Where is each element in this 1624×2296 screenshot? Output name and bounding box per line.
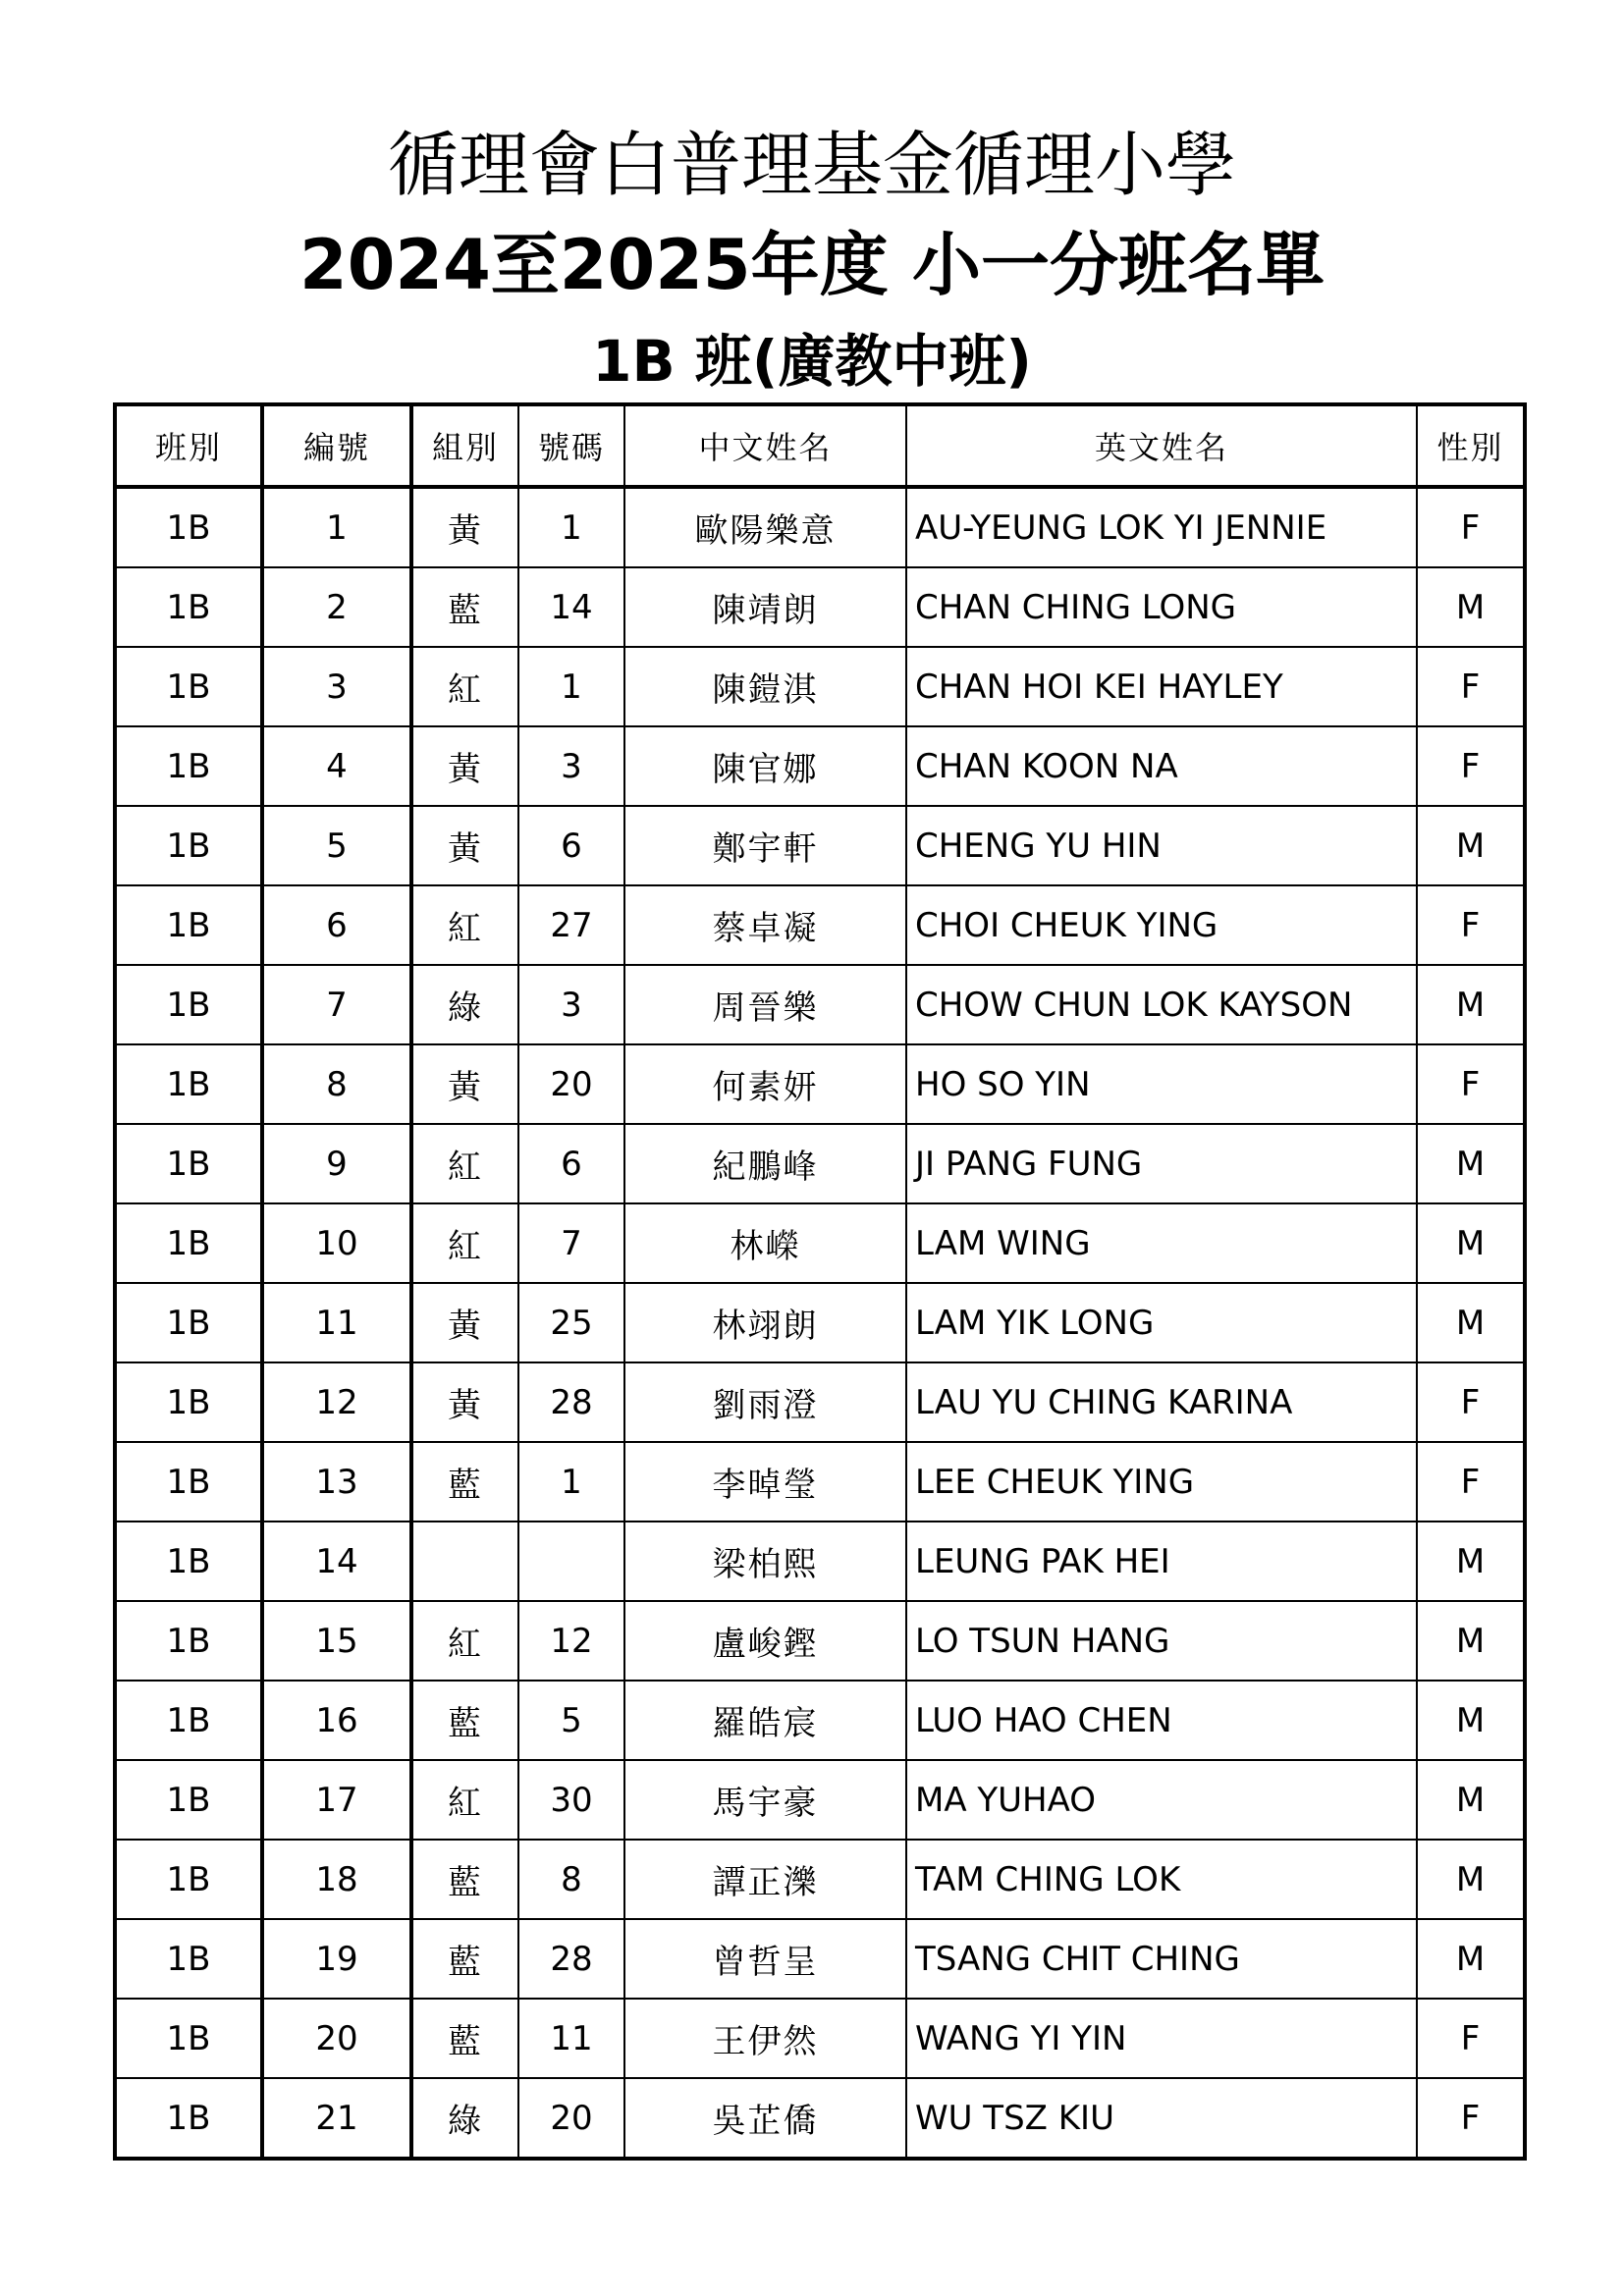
- table-row: [115, 1601, 1525, 1681]
- cell-class: 1B: [115, 487, 262, 567]
- cell-sex: F: [1417, 1044, 1525, 1124]
- cell-english-name: TAM CHING LOK: [906, 1840, 1417, 1919]
- cell-number: 5: [262, 806, 411, 885]
- cell-group: 藍: [411, 1919, 518, 1999]
- cell-group-number: 30: [518, 1760, 624, 1840]
- table-row: [115, 1840, 1525, 1919]
- cell-class: 1B: [115, 1522, 262, 1601]
- cell-chinese-name: 周晉樂: [624, 965, 906, 1044]
- school-name: 循理會白普理基金循理小學: [387, 124, 1236, 206]
- cell-chinese-name: 陳鎧淇: [624, 647, 906, 726]
- cell-chinese-name: 梁柏熙: [624, 1522, 906, 1601]
- cell-sex: M: [1417, 1124, 1525, 1203]
- cell-english-name: AU-YEUNG LOK YI JENNIE: [906, 487, 1417, 567]
- cell-group-number: 1: [518, 1442, 624, 1522]
- cell-group: 紅: [411, 1760, 518, 1840]
- cell-group-number: 3: [518, 726, 624, 806]
- cell-number: 12: [262, 1362, 411, 1442]
- cell-english-name: TSANG CHIT CHING: [906, 1919, 1417, 1999]
- table-row: [115, 647, 1525, 726]
- cell-number: 8: [262, 1044, 411, 1124]
- cell-number: 6: [262, 885, 411, 965]
- header-group-number: 號碼: [518, 404, 624, 487]
- cell-english-name: CHAN KOON NA: [906, 726, 1417, 806]
- cell-chinese-name: 李晫瑩: [624, 1442, 906, 1522]
- cell-chinese-name: 蔡卓凝: [624, 885, 906, 965]
- cell-class: 1B: [115, 1203, 262, 1283]
- cell-class: 1B: [115, 1681, 262, 1760]
- year-title: 2024至2025年度 小一分班名單: [298, 225, 1326, 305]
- cell-number: 16: [262, 1681, 411, 1760]
- cell-group: 黃: [411, 1362, 518, 1442]
- cell-group-number: 11: [518, 1999, 624, 2078]
- cell-english-name: CHENG YU HIN: [906, 806, 1417, 885]
- header-number: 編號: [262, 404, 411, 487]
- table-row: [115, 1442, 1525, 1522]
- cell-group-number: 5: [518, 1681, 624, 1760]
- cell-group: 紅: [411, 1203, 518, 1283]
- cell-group-number: 28: [518, 1362, 624, 1442]
- cell-sex: M: [1417, 567, 1525, 647]
- table-row: [115, 1999, 1525, 2078]
- cell-group: 紅: [411, 1601, 518, 1681]
- cell-group-number: 6: [518, 806, 624, 885]
- cell-english-name: CHOW CHUN LOK KAYSON: [906, 965, 1417, 1044]
- cell-english-name: LO TSUN HANG: [906, 1601, 1417, 1681]
- table-row: [115, 1362, 1525, 1442]
- cell-english-name: CHOI CHEUK YING: [906, 885, 1417, 965]
- table-row: [115, 1522, 1525, 1601]
- cell-sex: M: [1417, 1283, 1525, 1362]
- cell-sex: F: [1417, 1362, 1525, 1442]
- table-row: [115, 487, 1525, 567]
- table-row: [115, 726, 1525, 806]
- cell-class: 1B: [115, 1601, 262, 1681]
- cell-group: 藍: [411, 1999, 518, 2078]
- cell-group-number: 25: [518, 1283, 624, 1362]
- cell-class: 1B: [115, 1919, 262, 1999]
- cell-english-name: CHAN CHING LONG: [906, 567, 1417, 647]
- cell-group-number: 20: [518, 2078, 624, 2159]
- cell-sex: F: [1417, 885, 1525, 965]
- cell-number: 3: [262, 647, 411, 726]
- cell-group: 綠: [411, 2078, 518, 2159]
- table-row: [115, 806, 1525, 885]
- cell-group: 紅: [411, 885, 518, 965]
- table-row: [115, 1124, 1525, 1203]
- cell-chinese-name: 馬宇豪: [624, 1760, 906, 1840]
- cell-group-number: 27: [518, 885, 624, 965]
- header-sex: 性別: [1417, 404, 1525, 487]
- header-row: [115, 404, 1525, 487]
- cell-chinese-name: 紀鵬峰: [624, 1124, 906, 1203]
- cell-sex: F: [1417, 2078, 1525, 2159]
- cell-english-name: LEUNG PAK HEI: [906, 1522, 1417, 1601]
- cell-sex: F: [1417, 1999, 1525, 2078]
- cell-number: 11: [262, 1283, 411, 1362]
- cell-class: 1B: [115, 1999, 262, 2078]
- table-row: [115, 1203, 1525, 1283]
- table-row: [115, 885, 1525, 965]
- cell-group: 黃: [411, 726, 518, 806]
- table-row: [115, 2078, 1525, 2159]
- cell-english-name: LUO HAO CHEN: [906, 1681, 1417, 1760]
- cell-class: 1B: [115, 567, 262, 647]
- cell-chinese-name: 陳官娜: [624, 726, 906, 806]
- cell-sex: M: [1417, 965, 1525, 1044]
- cell-chinese-name: 歐陽樂意: [624, 487, 906, 567]
- cell-number: 13: [262, 1442, 411, 1522]
- cell-group: 藍: [411, 1840, 518, 1919]
- header-class: 班別: [115, 404, 262, 487]
- cell-chinese-name: 羅皓宸: [624, 1681, 906, 1760]
- cell-group: 綠: [411, 965, 518, 1044]
- cell-group-number: 28: [518, 1919, 624, 1999]
- table-row: [115, 1283, 1525, 1362]
- cell-group-number: 7: [518, 1203, 624, 1283]
- cell-group: 黃: [411, 487, 518, 567]
- cell-group-number: 8: [518, 1840, 624, 1919]
- cell-group-number: 6: [518, 1124, 624, 1203]
- cell-number: 10: [262, 1203, 411, 1283]
- cell-group: 紅: [411, 647, 518, 726]
- cell-chinese-name: 吳芷僑: [624, 2078, 906, 2159]
- header-group: 組別: [411, 404, 518, 487]
- cell-class: 1B: [115, 1840, 262, 1919]
- table-row: [115, 965, 1525, 1044]
- cell-number: 21: [262, 2078, 411, 2159]
- cell-group: 黃: [411, 1044, 518, 1124]
- cell-chinese-name: 林翊朗: [624, 1283, 906, 1362]
- cell-sex: M: [1417, 806, 1525, 885]
- cell-number: 2: [262, 567, 411, 647]
- cell-english-name: CHAN HOI KEI HAYLEY: [906, 647, 1417, 726]
- cell-group-number: 12: [518, 1601, 624, 1681]
- cell-number: 18: [262, 1840, 411, 1919]
- cell-english-name: LAM YIK LONG: [906, 1283, 1417, 1362]
- cell-class: 1B: [115, 726, 262, 806]
- cell-number: 19: [262, 1919, 411, 1999]
- cell-group-number: 1: [518, 487, 624, 567]
- cell-chinese-name: 譚正濼: [624, 1840, 906, 1919]
- cell-chinese-name: 何素妍: [624, 1044, 906, 1124]
- cell-group: 藍: [411, 567, 518, 647]
- cell-class: 1B: [115, 2078, 262, 2159]
- cell-english-name: MA YUHAO: [906, 1760, 1417, 1840]
- cell-english-name: JI PANG FUNG: [906, 1124, 1417, 1203]
- cell-group: 紅: [411, 1124, 518, 1203]
- cell-group: 藍: [411, 1442, 518, 1522]
- cell-group-number: 3: [518, 965, 624, 1044]
- cell-chinese-name: 劉雨澄: [624, 1362, 906, 1442]
- cell-sex: M: [1417, 1522, 1525, 1601]
- cell-class: 1B: [115, 885, 262, 965]
- cell-sex: M: [1417, 1760, 1525, 1840]
- cell-group-number: 1: [518, 647, 624, 726]
- cell-chinese-name: 王伊然: [624, 1999, 906, 2078]
- cell-number: 15: [262, 1601, 411, 1681]
- table-row: [115, 1919, 1525, 1999]
- cell-english-name: LAM WING: [906, 1203, 1417, 1283]
- cell-chinese-name: 陳靖朗: [624, 567, 906, 647]
- cell-sex: F: [1417, 647, 1525, 726]
- cell-number: 9: [262, 1124, 411, 1203]
- cell-class: 1B: [115, 1362, 262, 1442]
- cell-english-name: WU TSZ KIU: [906, 2078, 1417, 2159]
- cell-class: 1B: [115, 806, 262, 885]
- cell-sex: M: [1417, 1681, 1525, 1760]
- cell-group: 藍: [411, 1681, 518, 1760]
- class-roster-table: [113, 402, 1527, 2161]
- cell-number: 17: [262, 1760, 411, 1840]
- cell-sex: F: [1417, 487, 1525, 567]
- cell-chinese-name: 曾哲呈: [624, 1919, 906, 1999]
- cell-class: 1B: [115, 1283, 262, 1362]
- cell-number: 20: [262, 1999, 411, 2078]
- cell-group-number: 14: [518, 567, 624, 647]
- cell-class: 1B: [115, 1044, 262, 1124]
- table-row: [115, 567, 1525, 647]
- cell-group-number: 20: [518, 1044, 624, 1124]
- cell-group: [411, 1522, 518, 1601]
- cell-chinese-name: 鄭宇軒: [624, 806, 906, 885]
- class-title: 1B 班(廣教中班): [592, 328, 1032, 395]
- cell-class: 1B: [115, 965, 262, 1044]
- cell-group-number: [518, 1522, 624, 1601]
- table-row: [115, 1760, 1525, 1840]
- table-row: [115, 1681, 1525, 1760]
- header-english-name: 英文姓名: [906, 404, 1417, 487]
- cell-english-name: LAU YU CHING KARINA: [906, 1362, 1417, 1442]
- cell-sex: F: [1417, 726, 1525, 806]
- header-chinese-name: 中文姓名: [624, 404, 906, 487]
- cell-group: 黃: [411, 806, 518, 885]
- cell-sex: M: [1417, 1840, 1525, 1919]
- cell-class: 1B: [115, 1442, 262, 1522]
- cell-english-name: WANG YI YIN: [906, 1999, 1417, 2078]
- table-header: [115, 404, 1525, 487]
- cell-number: 4: [262, 726, 411, 806]
- cell-number: 1: [262, 487, 411, 567]
- cell-class: 1B: [115, 647, 262, 726]
- cell-sex: M: [1417, 1919, 1525, 1999]
- table-body: [115, 487, 1525, 2159]
- cell-chinese-name: 盧峻鏗: [624, 1601, 906, 1681]
- cell-group: 黃: [411, 1283, 518, 1362]
- cell-number: 14: [262, 1522, 411, 1601]
- cell-sex: F: [1417, 1442, 1525, 1522]
- table-row: [115, 1044, 1525, 1124]
- cell-sex: M: [1417, 1203, 1525, 1283]
- cell-sex: M: [1417, 1601, 1525, 1681]
- cell-class: 1B: [115, 1124, 262, 1203]
- cell-english-name: HO SO YIN: [906, 1044, 1417, 1124]
- cell-class: 1B: [115, 1760, 262, 1840]
- cell-number: 7: [262, 965, 411, 1044]
- cell-english-name: LEE CHEUK YING: [906, 1442, 1417, 1522]
- cell-chinese-name: 林嶸: [624, 1203, 906, 1283]
